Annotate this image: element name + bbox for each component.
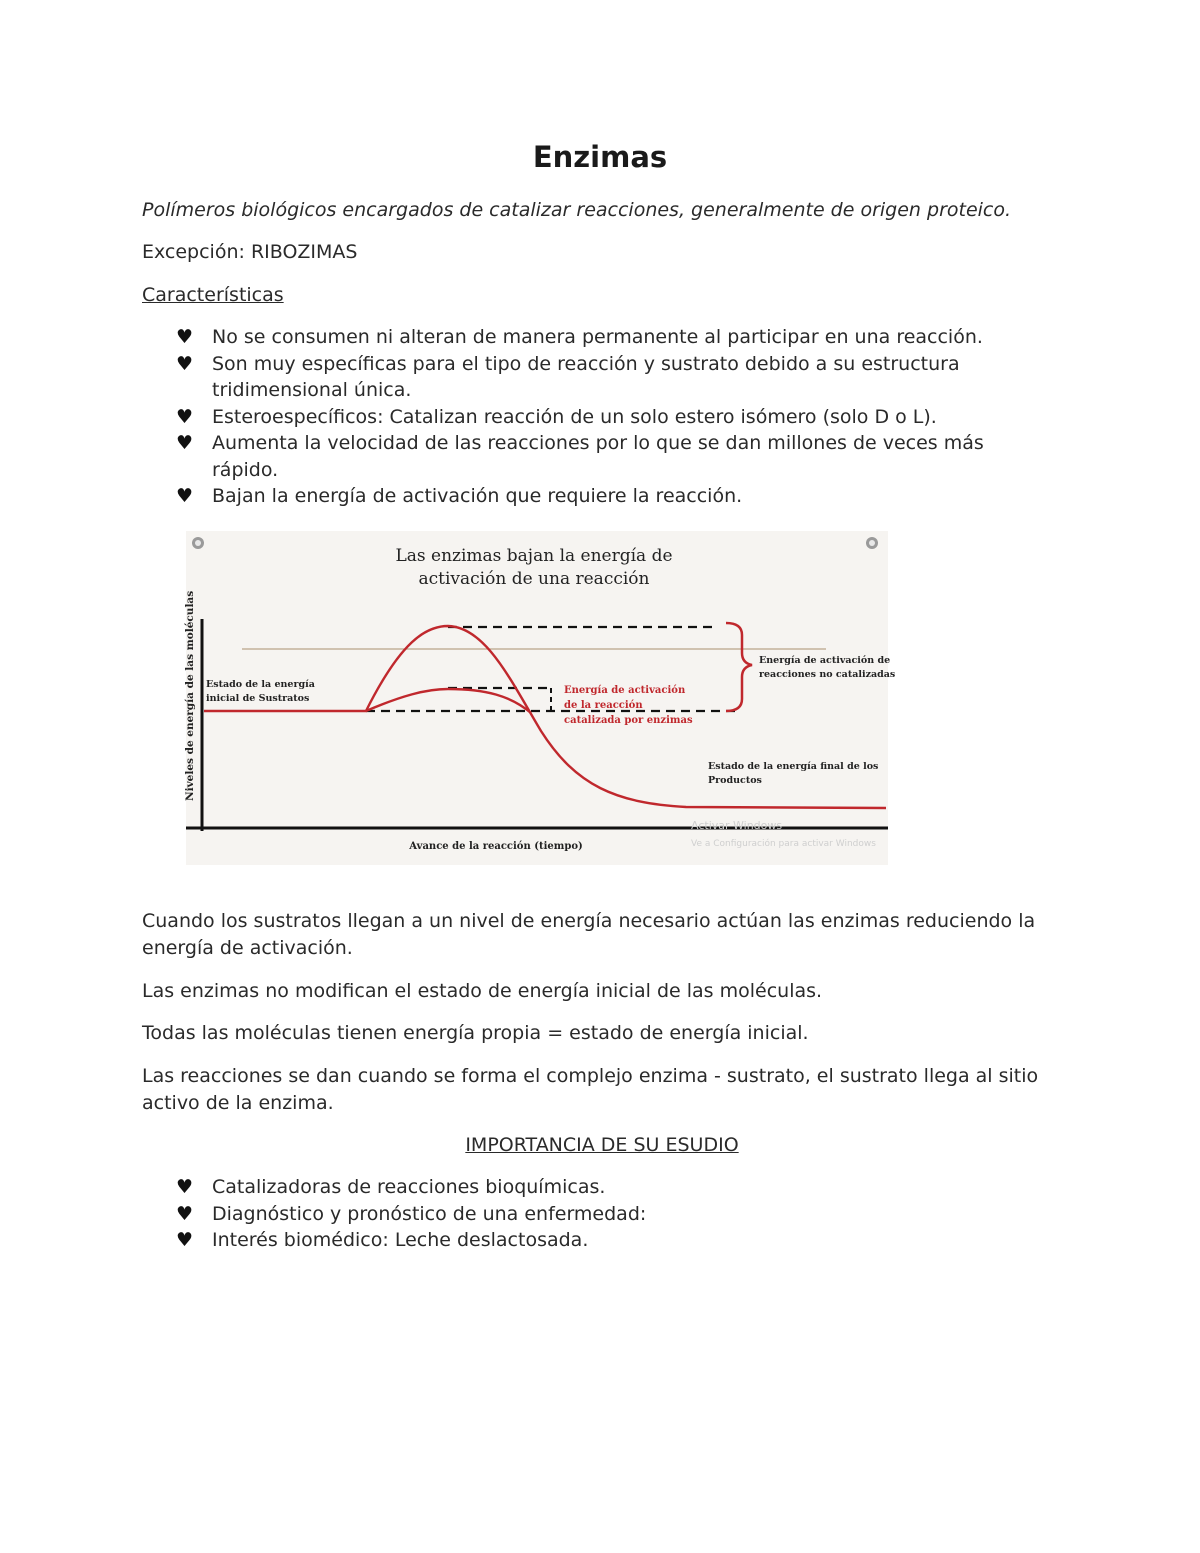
exception-text: Excepción: RIBOZIMAS <box>142 241 358 263</box>
definition-text: Polímeros biológicos encargados de catalizar reacciones, generalmente de origen proteico. <box>142 199 1012 221</box>
watermark-line-2: Ve a Configuración para activar Windows <box>691 839 876 849</box>
list-item: ♥ Catalizadoras de reacciones bioquímicas. <box>142 1174 1042 1201</box>
page-title: Enzimas <box>532 140 668 174</box>
final-state-label-1: Estado de la energía final de los <box>708 761 879 772</box>
paragraph-complex: Las reacciones se dan cuando se forma el complejo enzima - sustrato, el sustrato llega al sitio activo de la enzima. <box>142 1065 1039 1114</box>
pin-icon <box>192 537 204 549</box>
characteristics-list <box>142 324 1042 510</box>
figure-title-line1: Las enzimas bajan la energía de <box>395 546 673 566</box>
list-item: ♥ Son muy específicas para el tipo de reacción y sustrato debido a su estructura tridimensional única. <box>176 352 960 401</box>
watermark-line-1: Activar Windows <box>691 819 783 832</box>
paragraph-initial-state: Las enzimas no modifican el estado de energía inicial de las moléculas. <box>142 980 823 1002</box>
list-item: ♥ Bajan la energía de activación que requiere la reacción. <box>142 483 1042 510</box>
activation-energy-diagram <box>184 531 896 865</box>
activation-energy-figure <box>184 531 896 865</box>
importance-list <box>142 1174 1042 1254</box>
heart-bullet-icon: ♥ <box>176 1176 194 1198</box>
paragraph-activation: Cuando los sustratos llegan a un nivel de energía necesario actúan las enzimas reduciendo la energía de activación. <box>142 910 1036 959</box>
heart-bullet-icon: ♥ <box>176 485 194 507</box>
heart-bullet-icon: ♥ <box>176 1229 194 1251</box>
uncatalyzed-label-2: reacciones no catalizadas <box>759 669 896 680</box>
importance-heading: IMPORTANCIA DE SU ESUDIO <box>465 1134 739 1156</box>
catalyzed-label-3: catalizada por enzimas <box>564 715 693 726</box>
list-item: ♥ Esteroespecíficos: Catalizan reacción de un solo estero isómero (solo D o L). <box>142 404 1042 431</box>
heart-bullet-icon: ♥ <box>176 432 194 454</box>
final-state-label-2: Productos <box>708 775 762 786</box>
heart-bullet-icon: ♥ <box>176 1202 194 1225</box>
initial-state-label-2: inicial de Sustratos <box>206 693 310 704</box>
list-item: ♥ Diagnóstico y pronóstico de una enfermedad: <box>142 1201 1042 1228</box>
paragraph-own-energy: Todas las moléculas tienen energía propia = estado de energía inicial. <box>142 1022 809 1044</box>
heart-bullet-icon: ♥ <box>176 352 194 375</box>
catalyzed-label-1: Energía de activación <box>564 685 686 696</box>
x-axis-label: Avance de la reacción (tiempo) <box>409 841 583 852</box>
heart-bullet-icon: ♥ <box>176 405 194 428</box>
initial-state-label-1: Estado de la energía <box>206 679 315 690</box>
list-item: ♥ Interés biomédico: Leche deslactosada. <box>142 1227 1042 1254</box>
list-item: ♥ No se consumen ni alteran de manera permanente al participar en una reacción. <box>142 324 1042 351</box>
heart-bullet-icon: ♥ <box>176 326 194 348</box>
pin-icon <box>866 537 878 549</box>
characteristics-heading: Características <box>142 284 284 306</box>
figure-title-line2: activación de una reacción <box>418 569 650 589</box>
uncatalyzed-label-1: Energía de activación de <box>759 655 891 666</box>
list-item: ♥ Aumenta la velocidad de las reacciones por lo que se dan millones de veces más rápido. <box>176 432 984 481</box>
y-axis-label: Niveles de energía de las moléculas <box>184 590 196 801</box>
catalyzed-label-2: de la reacción <box>564 700 643 711</box>
